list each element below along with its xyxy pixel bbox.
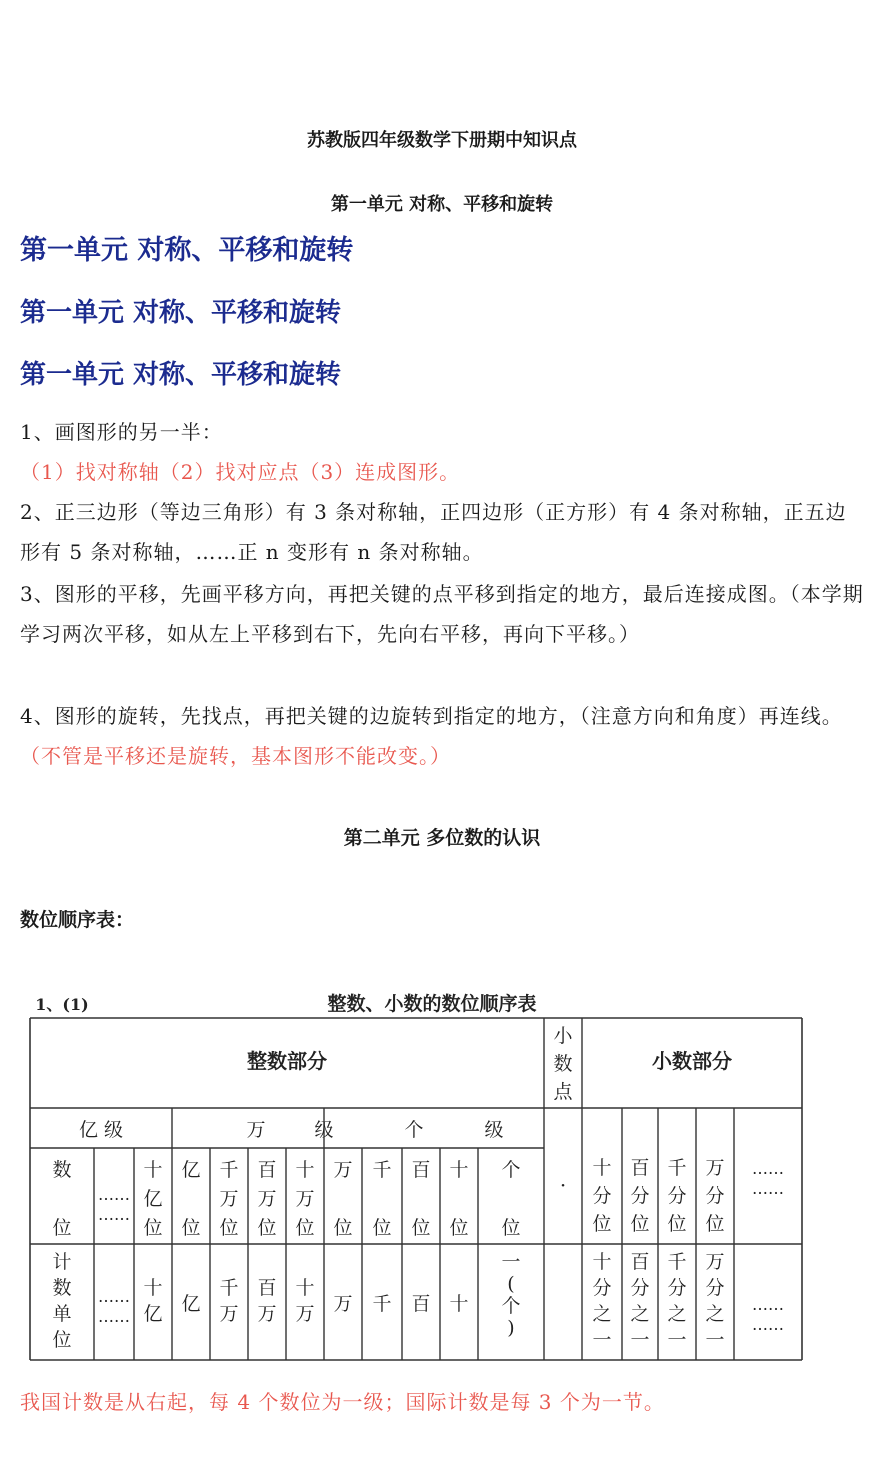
table-caption: 整数、小数的数位顺序表 (327, 993, 537, 1015)
unit-cell: 亿 (181, 1293, 201, 1315)
unit-row-header: 计 (52, 1251, 72, 1273)
place-value-table (24, 988, 808, 1368)
unit-cell: 一 (501, 1251, 521, 1273)
digit-cell: 十 (295, 1159, 315, 1181)
decimal-unit-cell: 千 (667, 1251, 687, 1273)
unit-cell: 千 (372, 1293, 392, 1315)
ellipsis: …… (752, 1315, 784, 1334)
unit1-heading-3: 第一单元 对称、平移和旋转 (20, 360, 342, 390)
point-4-text: 4、图形的旋转，先找点，再把关键的边旋转到指定的地方，（注意方向和角度）再连线。 (20, 704, 843, 728)
digit-cell: 亿 (181, 1159, 201, 1181)
decimal-unit-cell: 分 (630, 1277, 650, 1299)
digit-cell: 万 (257, 1188, 277, 1210)
point-4-note: （不管是平移还是旋转，基本图形不能改变。） (20, 744, 451, 768)
digit-table-title: 数位顺序表： (20, 909, 135, 931)
point-3: 3、图形的平移，先画平移方向，再把关键的点平移到指定的地方，最后连接成图。（本学期学习两次平移，如从左上平移到右下，先向右平移，再向下平移。） (20, 582, 864, 646)
digit-cell: 百 (257, 1159, 277, 1181)
ellipsis: …… (98, 1307, 130, 1326)
ellipsis: …… (752, 1295, 784, 1314)
decimal-digit-cell: 分 (630, 1185, 650, 1207)
point-1: 1、画图形的另一半： (20, 420, 223, 444)
digit-cell: 千 (219, 1159, 239, 1181)
digit-cell: 万 (295, 1188, 315, 1210)
unit1-heading-2: 第一单元 对称、平移和旋转 (20, 298, 342, 328)
digit-cell: 位 (181, 1217, 201, 1239)
decimal-digit-cell: 位 (667, 1213, 687, 1235)
integer-part-header: 整数部分 (247, 1049, 327, 1073)
decimal-digit-cell: 位 (592, 1213, 612, 1235)
decimal-unit-cell: 百 (630, 1251, 650, 1273)
decimal-digit-cell: 位 (630, 1213, 650, 1235)
decimal-unit-cell: 一 (667, 1329, 687, 1351)
unit-cell: 万 (219, 1303, 239, 1325)
ellipsis: …… (98, 1185, 130, 1204)
unit-cell: 万 (257, 1303, 277, 1325)
document-title: 苏教版四年级数学下册期中知识点 (307, 130, 577, 151)
unit-cell: 万 (295, 1303, 315, 1325)
level-wan: 级 (314, 1119, 334, 1141)
digit-cell: 十 (449, 1159, 469, 1181)
decimal-unit-cell: 之 (630, 1303, 650, 1325)
digit-cell: 百 (411, 1159, 431, 1181)
digit-cell: 千 (372, 1159, 392, 1181)
digit-cell: 位 (372, 1217, 392, 1239)
decimal-point-header: 数 (553, 1053, 573, 1075)
decimal-unit-cell: 一 (630, 1329, 650, 1351)
digit-cell: 位 (449, 1217, 469, 1239)
decimal-unit-cell: 一 (705, 1329, 725, 1351)
decimal-part-header: 小数部分 (652, 1049, 732, 1073)
decimal-unit-cell: 之 (667, 1303, 687, 1325)
unit-cell: ) (507, 1317, 515, 1339)
level-yi: 亿 级 (78, 1119, 124, 1141)
decimal-unit-cell: 分 (592, 1277, 612, 1299)
unit-cell: 亿 (143, 1303, 163, 1325)
unit-cell: ( (507, 1273, 515, 1295)
point-1-steps: （1）找对称轴（2）找对应点（3）连成图形。 (20, 460, 461, 484)
decimal-unit-cell: 分 (705, 1277, 725, 1299)
decimal-unit-cell: 分 (667, 1277, 687, 1299)
decimal-digit-cell: 分 (592, 1185, 612, 1207)
point-4 (20, 696, 866, 776)
point-2: 2、正三边形（等边三角形）有 3 条对称轴，正四边形（正方形）有 4 条对称轴，正五边形有 5 条对称轴，……正 n 变形有 n 条对称轴。 (20, 500, 847, 564)
decimal-digit-cell: 十 (592, 1157, 612, 1179)
digit-cell: 十 (143, 1159, 163, 1181)
unit-cell: 十 (143, 1277, 163, 1299)
unit-cell: 十 (295, 1277, 315, 1299)
unit-row-header: 数 (52, 1277, 72, 1299)
unit-row-header: 位 (52, 1329, 72, 1351)
table-label: 1、(1) (35, 995, 89, 1014)
decimal-digit-cell: 分 (667, 1185, 687, 1207)
digit-cell: 位 (143, 1217, 163, 1239)
level-ge: 个 (404, 1119, 424, 1141)
digit-cell: 位 (257, 1217, 277, 1239)
level-wan: 万 (246, 1119, 266, 1141)
decimal-unit-cell: 一 (592, 1329, 612, 1351)
decimal-unit-cell: 十 (592, 1251, 612, 1273)
decimal-digit-cell: 分 (705, 1185, 725, 1207)
digit-cell: 位 (219, 1217, 239, 1239)
ellipsis: …… (98, 1287, 130, 1306)
digit-cell: 位 (411, 1217, 431, 1239)
decimal-point-symbol: · (559, 1173, 567, 1197)
decimal-digit-cell: 位 (705, 1213, 725, 1235)
digit-cell: 万 (333, 1159, 353, 1181)
decimal-point-header: 点 (553, 1081, 573, 1103)
ellipsis: …… (752, 1179, 784, 1198)
unit-cell: 百 (257, 1277, 277, 1299)
digit-cell: 位 (501, 1217, 521, 1239)
digit-row-header: 数 (52, 1159, 72, 1181)
ellipsis: …… (98, 1205, 130, 1224)
counting-note: 我国计数是从右起，每 4 个数位为一级；国际计数是每 3 个为一节。 (20, 1390, 665, 1414)
unit2-heading: 第二单元 多位数的认识 (343, 827, 541, 849)
decimal-unit-cell: 之 (705, 1303, 725, 1325)
unit-cell: 十 (449, 1293, 469, 1315)
decimal-digit-cell: 万 (705, 1157, 725, 1179)
digit-cell: 个 (501, 1159, 521, 1181)
decimal-point-header: 小 (553, 1025, 573, 1047)
place-value-table-svg (24, 988, 808, 1368)
unit-row-header: 单 (52, 1303, 72, 1325)
decimal-unit-cell: 万 (705, 1251, 725, 1273)
ellipsis: …… (752, 1159, 784, 1178)
digit-row-header: 位 (52, 1217, 72, 1239)
unit-cell: 千 (219, 1277, 239, 1299)
decimal-unit-cell: 之 (592, 1303, 612, 1325)
unit-cell: 个 (501, 1295, 521, 1317)
level-ge: 级 (484, 1119, 504, 1141)
unit-cell: 万 (333, 1293, 353, 1315)
decimal-digit-cell: 百 (630, 1157, 650, 1179)
digit-cell: 万 (219, 1188, 239, 1210)
digit-cell: 位 (333, 1217, 353, 1239)
digit-cell: 位 (295, 1217, 315, 1239)
digit-cell: 亿 (143, 1188, 163, 1210)
unit1-heading-1: 第一单元 对称、平移和旋转 (20, 235, 354, 266)
unit1-subtitle: 第一单元 对称、平移和旋转 (330, 194, 554, 215)
decimal-digit-cell: 千 (667, 1157, 687, 1179)
unit-cell: 百 (411, 1293, 431, 1315)
